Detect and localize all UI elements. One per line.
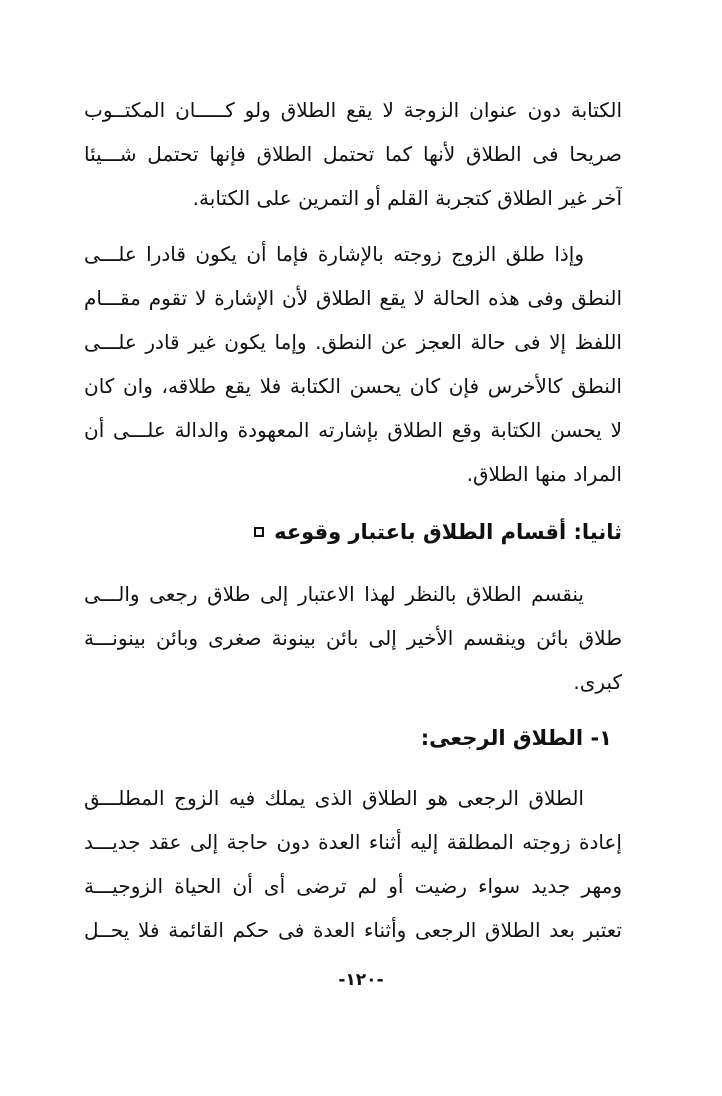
- text-line: كبرى.: [573, 670, 622, 694]
- heading-text: ثانيا: أقسام الطلاق باعتبار وقوعه: [274, 520, 622, 544]
- text-line: ومهر جديد سواء رضيت أو لم ترضى أى أن الحياة الزوجيـــة: [84, 874, 622, 898]
- text-line: النطق وفى هذه الحالة لا يقع الطلاق لأن الإشارة لا تقوم مقـــام: [84, 286, 622, 310]
- paragraph-4: [84, 776, 622, 952]
- text-line: الكتابة دون عنوان الزوجة لا يقع الطلاق ولو كـــــان المكتــوب: [84, 98, 622, 122]
- page-number: -١٢٠-: [338, 970, 384, 990]
- text-line: اللفظ إلا فى حالة العجز عن النطق. وإما يكون غير قادر علـــى: [84, 330, 622, 354]
- text-line: تعتبر بعد الطلاق الرجعى وأثناء العدة فى حكم القائمة فلا يحــل: [84, 918, 622, 942]
- paragraph-1: [84, 88, 622, 220]
- square-bullet-icon: [254, 527, 264, 537]
- text-line: صريحا فى الطلاق لأنها كما تحتمل الطلاق فإنها تحتمل شـــيئا: [84, 142, 622, 166]
- paragraph-2: [84, 232, 622, 496]
- section-heading: [254, 512, 622, 552]
- text-line: النطق كالأخرس فإن كان يحسن الكتابة فلا يقع طلاقه، وان كان: [84, 374, 622, 398]
- text-line: إعادة زوجته المطلقة إليه أثناء العدة دون حاجة إلى عقد جديـــد: [84, 830, 622, 854]
- text-line: وإذا طلق الزوج زوجته بالإشارة فإما أن يكون قادرا علـــى: [84, 242, 584, 266]
- text-line: لا يحسن الكتابة وقع الطلاق بإشارته المعهودة والدالة علـــى أن: [84, 418, 622, 442]
- paragraph-3: [84, 572, 622, 704]
- text-line: آخر غير الطلاق كتجربة القلم أو التمرين على الكتابة.: [192, 186, 622, 210]
- subsection-heading: ١- الطلاق الرجعى:: [420, 726, 612, 750]
- text-line: طلاق بائن وينقسم الأخير إلى بائن بينونة صغرى وبائن بينونـــة: [84, 626, 622, 650]
- text-line: ينقسم الطلاق بالنظر لهذا الاعتبار إلى طلاق رجعى والـــى: [84, 582, 584, 606]
- text-line: الطلاق الرجعى هو الطلاق الذى يملك فيه الزوج المطلـــق: [84, 786, 584, 810]
- text-line: المراد منها الطلاق.: [466, 462, 622, 486]
